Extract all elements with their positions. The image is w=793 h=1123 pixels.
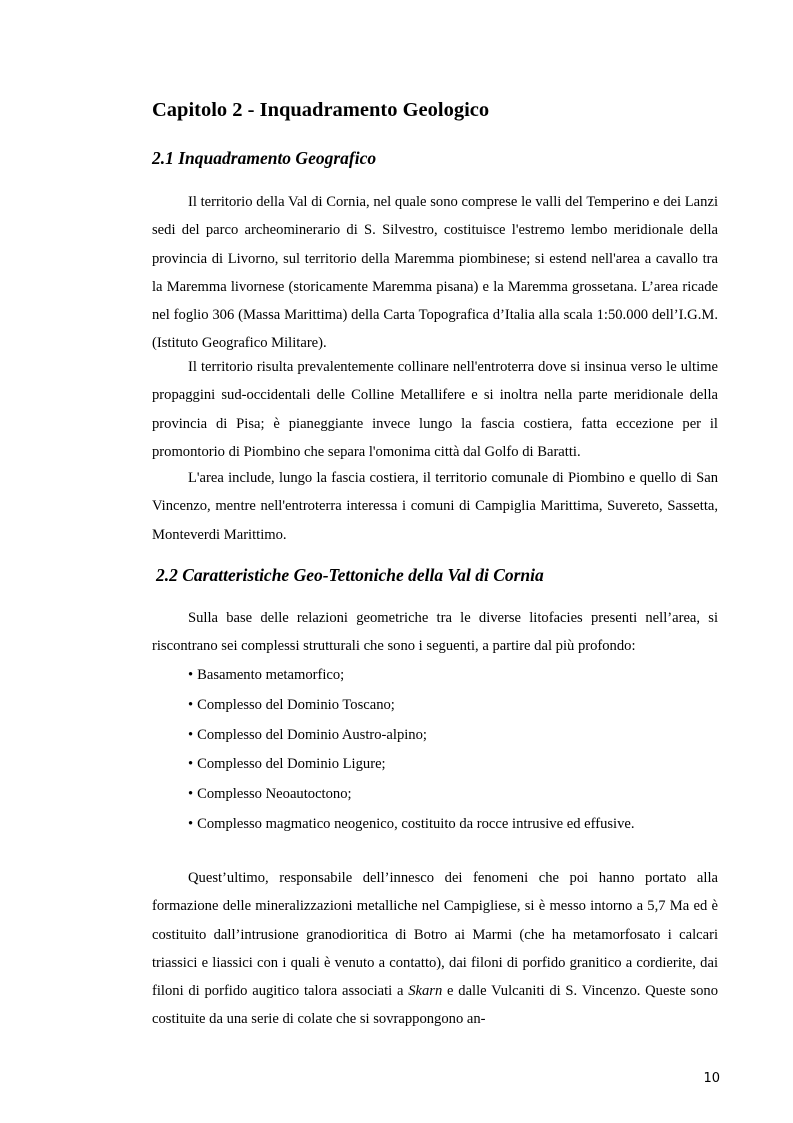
- list-item: • Complesso Neoautoctono;: [188, 780, 635, 810]
- skarn-term: Skarn: [408, 983, 443, 1000]
- list-item: • Complesso del Dominio Toscano;: [188, 691, 635, 721]
- chapter-title: Capitolo 2 - Inquadramento Geologico: [152, 99, 490, 121]
- page-number: 10: [703, 1071, 720, 1086]
- paragraph-text-start: Quest’ultimo, responsabile dell’innesco dei fenomeni che poi hanno portato alla formazione delle mineralizzazioni metalliche nel Campigliese, si è messo intorno a 5,7 Ma ed è costituito dall’intrusione granodioritica di Botro ai Marmi (che ha metamorfosato i calcari triassici e liassici con i quali è venuto a contatto), dai filoni di porfido granitico a cordierite, dai filoni di porfido augitico talora associati a: [152, 870, 718, 1000]
- list-item: • Complesso del Dominio Austro-alpino;: [188, 721, 635, 751]
- section-title-geografico: 2.1 Inquadramento Geografico: [152, 148, 377, 168]
- paragraph-territorio-collinare: Il territorio risulta prevalentemente collinare nell'entroterra dove si insinua verso le ultime propaggini sud-occidentali delle Colline Metallifere e si inoltra nella parte meridionale della provincia di Pisa; è pianeggiante invece lungo la fascia costiera, fatta eccezione per il promontorio di Piombino che separa l'omonima città dal Golfo di Baratti.: [152, 359, 718, 460]
- paragraph-val-di-cornia: Il territorio della Val di Cornia, nel quale sono comprese le valli del Temperino e dei Lanzi sedi del parco archeominerario di S. Silvestro, costituisce l'estremo lembo meridionale della provincia di Livorno, sul territorio della Maremma piombinese; si estend nell'area a cavallo tra la Maremma livornese (storicamente Maremma pisana) e la Maremma grossetana. L’area ricade nel foglio 306 (Massa Marittima) della Carta Topografica d’Italia alla scala 1:50.000 dell’I.G.M. (Istituto Geografico Militare).: [152, 194, 718, 352]
- list-item: • Basamento metamorfico;: [188, 661, 635, 691]
- list-item: • Complesso magmatico neogenico, costituito da rocce intrusive ed effusive.: [188, 810, 635, 840]
- list-item: • Complesso del Dominio Ligure;: [188, 750, 635, 780]
- complessi-list: [188, 661, 635, 840]
- paragraph-complesso-magmatico: [152, 864, 718, 1034]
- section-title-geo-tettoniche: 2.2 Caratteristiche Geo-Tettoniche della Val di Cornia: [156, 565, 544, 585]
- paragraph-text-end: e dalle Vulcaniti di S. Vincenzo. Queste sono costituite da una serie di colate che si sovrappongono an-: [152, 983, 718, 1028]
- paragraph-area-comuni: L'area include, lungo la fascia costiera, il territorio comunale di Piombino e quello di San Vincenzo, mentre nell'entroterra interessa i comuni di Campiglia Marittima, Suvereto, Sassetta, Monteverdi Marittimo.: [152, 470, 718, 543]
- paragraph-complessi-intro: Sulla base delle relazioni geometriche tra le diverse litofacies presenti nell’area, si riscontrano sei complessi strutturali che sono i seguenti, a partire dal più profondo:: [152, 610, 718, 655]
